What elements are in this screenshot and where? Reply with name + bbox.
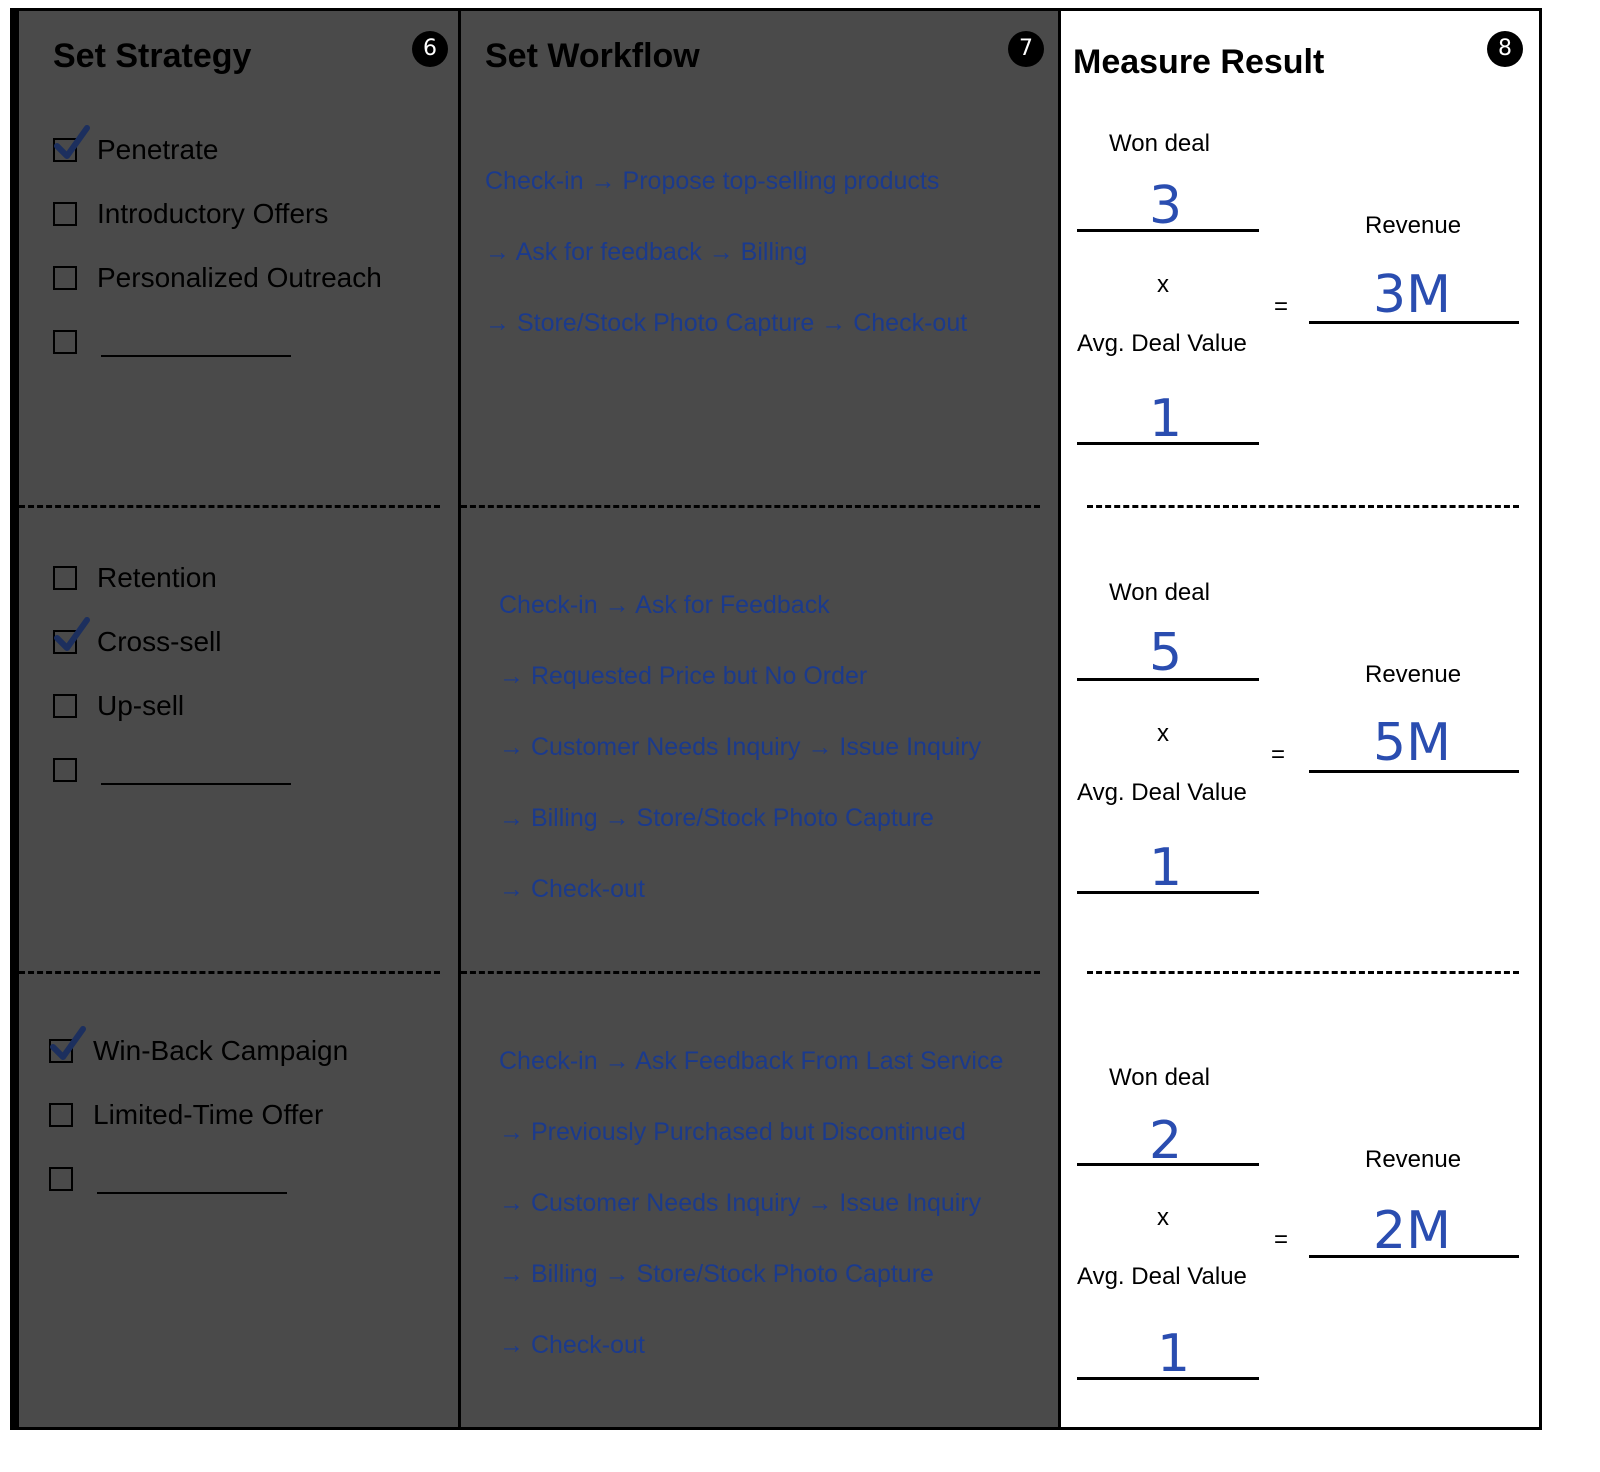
equals-sign: = <box>1271 741 1286 768</box>
strategy-option[interactable] <box>49 1036 348 1066</box>
revenue-value[interactable]: 3M <box>1373 265 1451 325</box>
strategy-label: Penetrate <box>97 134 219 165</box>
strategy-board <box>10 8 1542 1430</box>
strategy-option[interactable] <box>53 563 217 593</box>
step-badge-7: 7 <box>1008 31 1044 67</box>
checkbox[interactable] <box>53 266 77 290</box>
strategy-label: Personalized Outreach <box>97 262 382 293</box>
row-divider <box>19 505 440 508</box>
checkbox[interactable] <box>53 202 77 226</box>
workflow-title: Set Workflow <box>485 37 700 75</box>
checkbox[interactable] <box>53 138 77 162</box>
revenue-label: Revenue <box>1365 212 1462 239</box>
revenue-line <box>1309 321 1519 324</box>
avg-deal-line <box>1077 891 1259 894</box>
avg-deal-line <box>1077 1377 1259 1380</box>
won-deal-label: Won deal <box>1109 1064 1210 1091</box>
won-deal-label: Won deal <box>1109 130 1210 157</box>
checkbox[interactable] <box>53 758 77 782</box>
equals-sign: = <box>1274 1226 1289 1253</box>
result-title: Measure Result <box>1073 43 1325 81</box>
avg-deal-label: Avg. Deal Value <box>1077 330 1247 357</box>
blank-entry-line[interactable] <box>101 355 291 357</box>
won-deal-value[interactable]: 3 <box>1149 176 1183 236</box>
workflow-step: → Ask for feedback → Billing <box>485 238 808 266</box>
revenue-value[interactable]: 5M <box>1373 713 1451 773</box>
strategy-option[interactable] <box>53 199 328 229</box>
multiply-sign: x <box>1157 720 1169 747</box>
blank-entry-line[interactable] <box>97 1192 287 1194</box>
strategy-label: Retention <box>97 562 217 593</box>
avg-deal-line <box>1077 442 1259 445</box>
strategy-option-blank[interactable] <box>53 327 291 357</box>
strategy-option[interactable] <box>53 263 382 293</box>
multiply-sign: x <box>1157 271 1169 298</box>
row-divider <box>461 505 1040 508</box>
checkbox[interactable] <box>49 1103 73 1127</box>
checkmark-icon <box>49 1025 89 1065</box>
strategy-label: Introductory Offers <box>97 198 329 229</box>
avg-deal-value[interactable]: 1 <box>1157 1324 1191 1384</box>
checkbox[interactable] <box>53 566 77 590</box>
checkbox[interactable] <box>53 694 77 718</box>
workflow-step: → Billing → Store/Stock Photo Capture <box>499 804 934 832</box>
strategy-label: Limited-Time Offer <box>93 1099 324 1130</box>
step-badge-8: 8 <box>1487 31 1523 67</box>
workflow-step: Check-in → Propose top-selling products <box>485 167 940 195</box>
strategy-option[interactable] <box>53 135 218 165</box>
row-divider <box>19 971 440 974</box>
revenue-value[interactable]: 2M <box>1373 1201 1451 1261</box>
won-deal-line <box>1077 678 1259 681</box>
workflow-column <box>461 11 1061 1427</box>
workflow-step: → Billing → Store/Stock Photo Capture <box>499 1260 934 1288</box>
won-deal-line <box>1077 1163 1259 1166</box>
equals-sign: = <box>1274 293 1289 320</box>
workflow-step: → Store/Stock Photo Capture → Check-out <box>485 309 968 337</box>
row-divider <box>461 971 1040 974</box>
strategy-title: Set Strategy <box>53 37 252 75</box>
strategy-option[interactable] <box>53 691 184 721</box>
checkbox[interactable] <box>49 1167 73 1191</box>
workflow-step: → Check-out <box>499 875 645 903</box>
strategy-label: Win-Back Campaign <box>93 1035 349 1066</box>
workflow-step: Check-in → Ask Feedback From Last Service <box>499 1047 1004 1075</box>
avg-deal-value[interactable]: 1 <box>1149 838 1183 898</box>
workflow-step: → Customer Needs Inquiry → Issue Inquiry <box>499 733 982 761</box>
strategy-label: Cross-sell <box>97 626 222 657</box>
workflow-step: → Previously Purchased but Discontinued <box>499 1118 966 1146</box>
strategy-column <box>13 11 461 1427</box>
step-badge-6: 6 <box>412 31 448 67</box>
checkbox[interactable] <box>49 1039 73 1063</box>
won-deal-line <box>1077 229 1259 232</box>
result-column <box>1061 11 1539 1427</box>
workflow-step: Check-in → Ask for Feedback <box>499 591 830 619</box>
checkmark-icon <box>53 616 93 656</box>
won-deal-label: Won deal <box>1109 579 1210 606</box>
blank-entry-line[interactable] <box>101 783 291 785</box>
strategy-option-blank[interactable] <box>49 1164 287 1194</box>
workflow-step: → Customer Needs Inquiry → Issue Inquiry <box>499 1189 982 1217</box>
strategy-option[interactable] <box>49 1100 323 1130</box>
checkmark-icon <box>53 124 93 164</box>
workflow-step: → Check-out <box>499 1331 645 1359</box>
avg-deal-label: Avg. Deal Value <box>1077 1263 1247 1290</box>
revenue-label: Revenue <box>1365 1146 1462 1173</box>
avg-deal-value[interactable]: 1 <box>1149 389 1183 449</box>
checkbox[interactable] <box>53 330 77 354</box>
revenue-label: Revenue <box>1365 661 1462 688</box>
strategy-option[interactable] <box>53 627 221 657</box>
multiply-sign: x <box>1157 1204 1169 1231</box>
strategy-label: Up-sell <box>97 690 185 721</box>
won-deal-value[interactable]: 5 <box>1149 623 1183 683</box>
won-deal-value[interactable]: 2 <box>1149 1111 1183 1171</box>
avg-deal-label: Avg. Deal Value <box>1077 779 1247 806</box>
revenue-line <box>1309 1255 1519 1258</box>
revenue-line <box>1309 770 1519 773</box>
row-divider <box>1087 505 1519 508</box>
row-divider <box>1087 971 1519 974</box>
workflow-step: → Requested Price but No Order <box>499 662 868 690</box>
checkbox[interactable] <box>53 630 77 654</box>
strategy-option-blank[interactable] <box>53 755 291 785</box>
